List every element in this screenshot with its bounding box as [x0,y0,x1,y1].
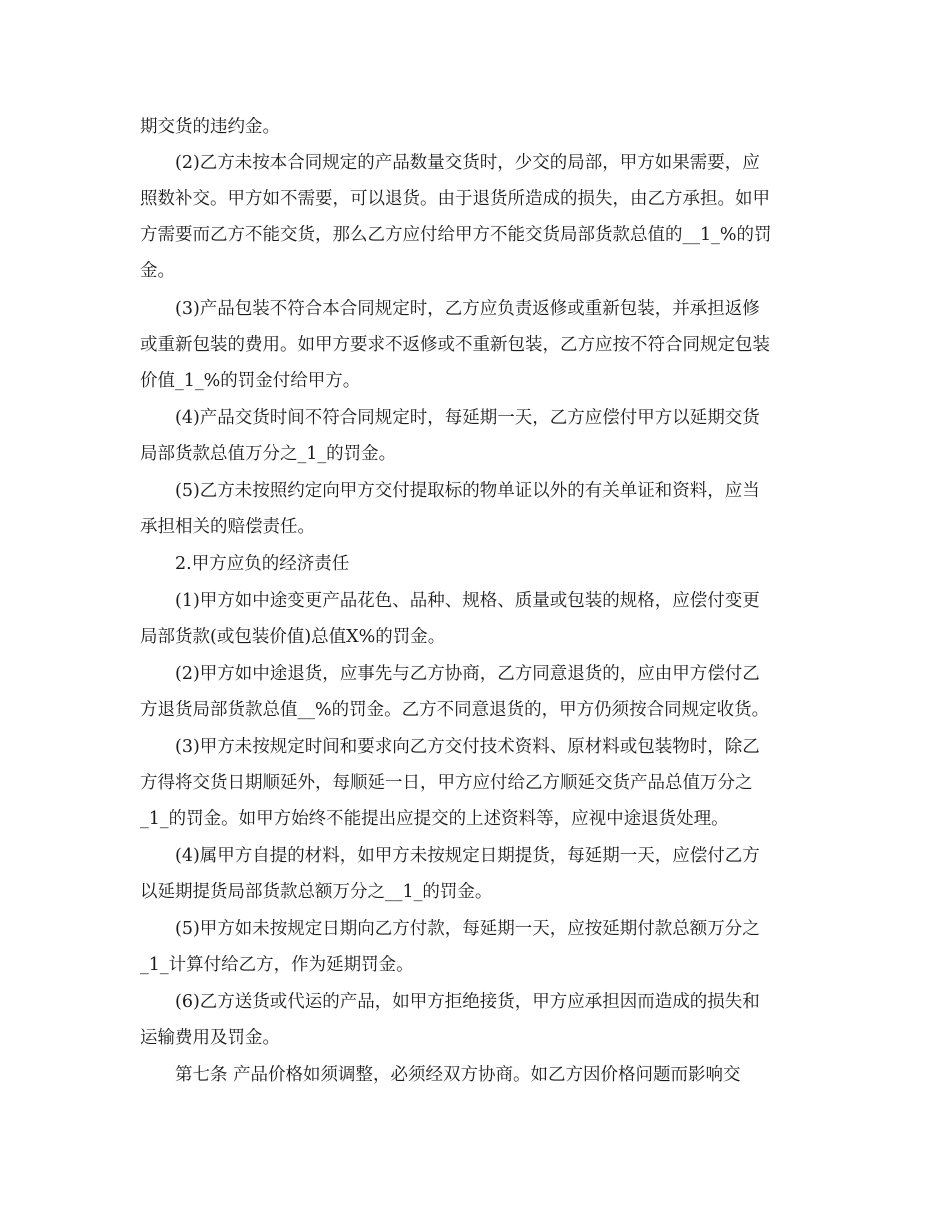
text-line: (2)甲方如中途退货，应事先与乙方协商，乙方同意退货的，应由甲方偿付乙 [175,664,760,684]
text-line: 方需要而乙方不能交货，那么乙方应付给甲方不能交货局部货款总值的__1_%的罚 [140,225,772,245]
text-line: (5)甲方如未按规定日期向乙方付款，每延期一天，应按延期付款总额万分之 [175,919,760,939]
text-line: 承担相关的赔偿责任。 [140,517,315,537]
text-line: (5)乙方未按照约定向甲方交付提取标的物单证以外的有关单证和资料，应当 [175,481,760,501]
text-line: 2.甲方应负的经济责任 [175,554,350,574]
text-line: (3)产品包装不符合本合同规定时，乙方应负责返修或重新包装，并承担返修 [175,299,760,319]
text-line: 局部货款(或包装价值)总值X%的罚金。 [140,627,446,647]
text-line: (2)乙方未按本合同规定的产品数量交货时，少交的局部，甲方如果需要，应 [175,153,760,173]
text-line: 局部货款总值万分之_1_的罚金。 [140,444,397,464]
text-line: (1)甲方如中途变更产品花色、品种、规格、质量或包装的规格，应偿付变更 [175,591,760,611]
text-line: (4)属甲方自提的材料，如甲方未按规定日期提货，每延期一天，应偿付乙方 [175,846,760,866]
text-line: _1_计算付给乙方，作为延期罚金。 [140,955,414,975]
text-line: 或重新包装的费用。如甲方要求不返修或不重新包装，乙方应按不符合同规定包装 [140,335,770,355]
text-line: 以延期提货局部货款总额万分之__1_的罚金。 [140,882,493,902]
text-line: 方退货局部货款总值__%的罚金。乙方不同意退货的，甲方仍须按合同规定收货。 [140,700,770,720]
text-line: 运输费用及罚金。 [140,1028,280,1048]
text-line: (4)产品交货时间不符合同规定时，每延期一天，乙方应偿付甲方以延期交货 [175,408,760,428]
text-line: 价值_1_%的罚金付给甲方。 [140,371,361,391]
text-line: 金。 [140,261,175,281]
text-line: _1_的罚金。如甲方始终不能提出应提交的上述资料等，应视中途退货处理。 [140,809,729,829]
text-line: 期交货的违约金。 [140,117,280,137]
text-line: 方得将交货日期顺延外，每顺延一日，甲方应付给乙方顺延交货产品总值万分之 [140,773,753,793]
text-line: 第七条 产品价格如须调整，必须经双方协商。如乙方因价格问题而影响交 [175,1065,741,1085]
text-line: 照数补交。甲方如不需要，可以退货。由于退货所造成的损失，由乙方承担。如甲 [140,189,770,209]
text-line: (6)乙方送货或代运的产品，如甲方拒绝接货，甲方应承担因而造成的损失和 [175,992,760,1012]
text-line: (3)甲方未按规定时间和要求向乙方交付技术资料、原材料或包装物时，除乙 [175,737,760,757]
